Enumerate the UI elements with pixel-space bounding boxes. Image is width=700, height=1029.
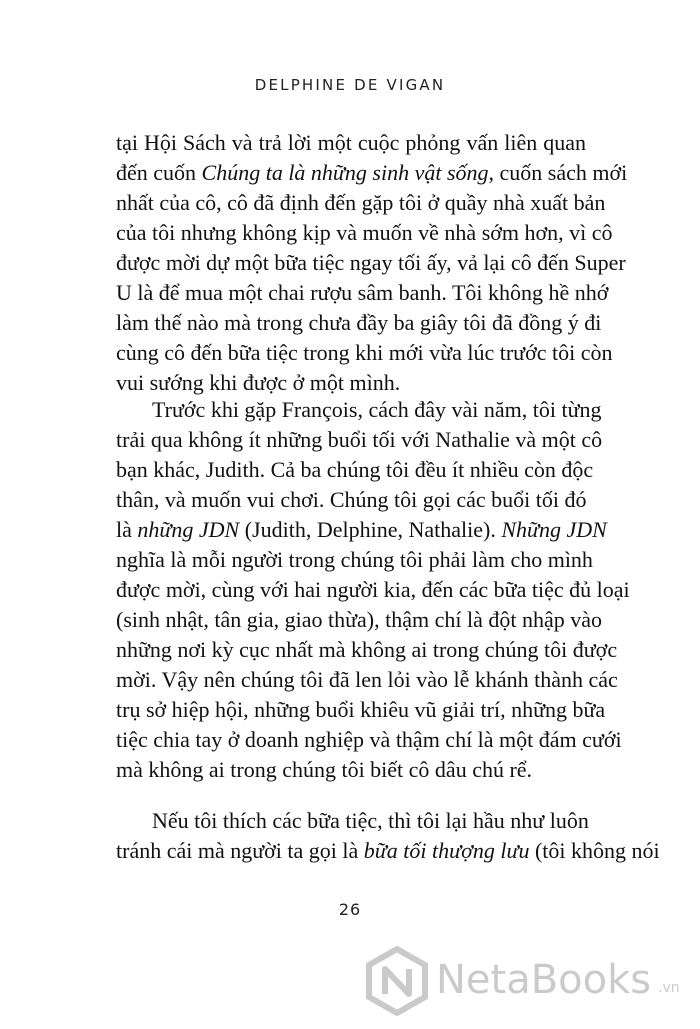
text-line: tại Hội Sách và trả lời một cuộc phỏng vấn liên quan [116, 130, 586, 155]
text-line: những nơi kỳ cục nhất mà không ai trong chúng tôi được [116, 637, 618, 662]
book-title-italic: Chúng ta là những sinh vật sống [201, 160, 489, 185]
text-span: tránh cái mà người ta gọi là [116, 838, 364, 863]
text-span: , cuốn sách mới [488, 160, 628, 185]
running-header-author: DELPHINE DE VIGAN [254, 76, 446, 94]
text-span: là [116, 517, 138, 542]
text-line: nghĩa là mỗi người trong chúng tôi phải làm cho mình [116, 547, 593, 572]
text-line: Nếu tôi thích các bữa tiệc, thì tôi lại hầu như luôn [152, 808, 589, 833]
paragraph-2 [116, 395, 630, 785]
text-line: U là để mua một chai rượu sâm banh. Tôi không hề nhớ [116, 280, 609, 305]
page-number: 26 [338, 900, 362, 919]
text-line: tiệc chia tay ở doanh nghiệp và thậm chí là một đám cưới [116, 727, 622, 752]
text-line [116, 515, 607, 545]
italic-term: bữa tối thượng lưu [363, 838, 530, 863]
text-line: nhất của cô, cô đã định đến gặp tôi ở quầy nhà xuất bản [116, 190, 606, 215]
text-line: thân, và muốn vui chơi. Chúng tôi gọi các buổi tối đó [116, 487, 587, 512]
text-span: đến cuốn [116, 160, 202, 185]
text-line: Trước khi gặp François, cách đây vài năm, tôi từng [152, 397, 602, 422]
text-line: làm thế nào mà trong chưa đầy ba giây tôi đã đồng ý đi [116, 310, 602, 335]
text-span: (tôi không nói [529, 838, 660, 863]
text-line [116, 158, 628, 188]
watermark-brand: NetaBooks [436, 957, 652, 1003]
text-line: của tôi nhưng không kịp và muốn về nhà sớm hơn, vì cô [116, 220, 613, 245]
text-line: mời. Vậy nên chúng tôi đã len lỏi vào lễ khánh thành các [116, 667, 618, 692]
text-span: (Judith, Delphine, Nathalie). [239, 517, 502, 542]
text-line: vui sướng khi được ở một mình. [116, 370, 401, 395]
text-line: được mời dự một bữa tiệc ngay tối ấy, vả lại cô đến Super [116, 250, 626, 275]
netabooks-logo-icon [362, 946, 432, 1016]
text-line: trụ sở hiệp hội, những buổi khiêu vũ giải trí, những bữa [116, 697, 606, 722]
italic-term: những JDN [137, 517, 240, 542]
watermark-suffix: .vn [658, 980, 680, 996]
netabooks-watermark [362, 946, 692, 1016]
paragraph-3 [116, 806, 660, 866]
text-line [116, 836, 660, 866]
text-line: bạn khác, Judith. Cả ba chúng tôi đều ít nhiều còn độc [116, 457, 594, 482]
text-line: được mời, cùng với hai người kia, đến các bữa tiệc đủ loại [116, 577, 630, 602]
text-line: mà không ai trong chúng tôi biết cô dâu chú rể. [116, 757, 533, 782]
text-line: (sinh nhật, tân gia, giao thừa), thậm chí là đột nhập vào [116, 607, 603, 632]
text-line: cùng cô đến bữa tiệc trong khi mới vừa lúc trước tôi còn [116, 340, 613, 365]
italic-term: Những JDN [501, 517, 607, 542]
paragraph-1 [116, 128, 628, 398]
text-line: trải qua không ít những buổi tối với Nathalie và một cô [116, 427, 603, 452]
